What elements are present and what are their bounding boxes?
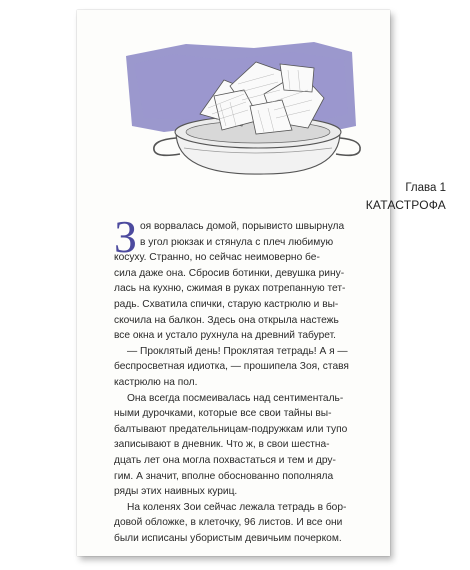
chapter-number: Глава 1 [405,182,446,194]
text-line: ряды этих наивных куриц. [114,486,238,498]
chapter-body-text [114,211,356,546]
text-line: кастрюлю на пол. [114,376,198,388]
text-line: записывают в дневник. Что ж, в свои шестна- [114,439,330,451]
text-line: были исписаны убористым девичьим почерком. [114,532,342,544]
paragraph-3 [114,391,356,500]
text-line: скочила на балкон. Здесь она открыла настежь [114,314,339,326]
text-line: дцать лет она могла похвастаться и тем и дру- [114,454,336,466]
paragraph-1 [114,211,356,344]
text-line: довой обложке, в клеточку, 96 листов. И все они [114,517,343,529]
paragraph-2 [114,344,356,391]
text-line: лась на кухню, сжимая в руках потрепанную тет- [114,283,346,295]
drop-cap: З [114,211,138,262]
text-line: в угол рюкзак и стянула с плеч любимую [140,236,334,248]
text-line: беспросветная идиотка, — прошипела Зоя, ставя [114,361,349,373]
text-line: На коленях Зои сейчас лежала тетрадь в бор- [127,501,347,513]
text-line: гим. А значит, вполне обоснованно пополняла [114,470,334,482]
text-line: — Проклятый день! Проклятая тетрадь! А я — [127,345,348,357]
text-line: оя ворвалась домой, порывисто швырнула [140,221,345,232]
text-line: все окна и устало рухнула на древний табурет. [114,330,336,342]
text-line: радь. Схватила спички, старую кастрюлю и вы- [114,298,339,310]
text-line: Она всегда посмеивалась над сентименталь- [127,392,344,404]
pot-with-papers-illustration [104,34,366,182]
text-line: сила даже она. Сбросив ботинки, девушка рину- [114,267,345,279]
paragraph-4 [114,500,356,547]
text-line: косуху. Странно, но сейчас неимоверно бе- [114,252,320,264]
text-line: балтывают предательницам-подружкам или тупо [114,423,348,435]
chapter-title: КАТАСТРОФА [365,198,446,212]
text-line: ными дурочками, которые все свои тайны вы- [114,408,332,420]
